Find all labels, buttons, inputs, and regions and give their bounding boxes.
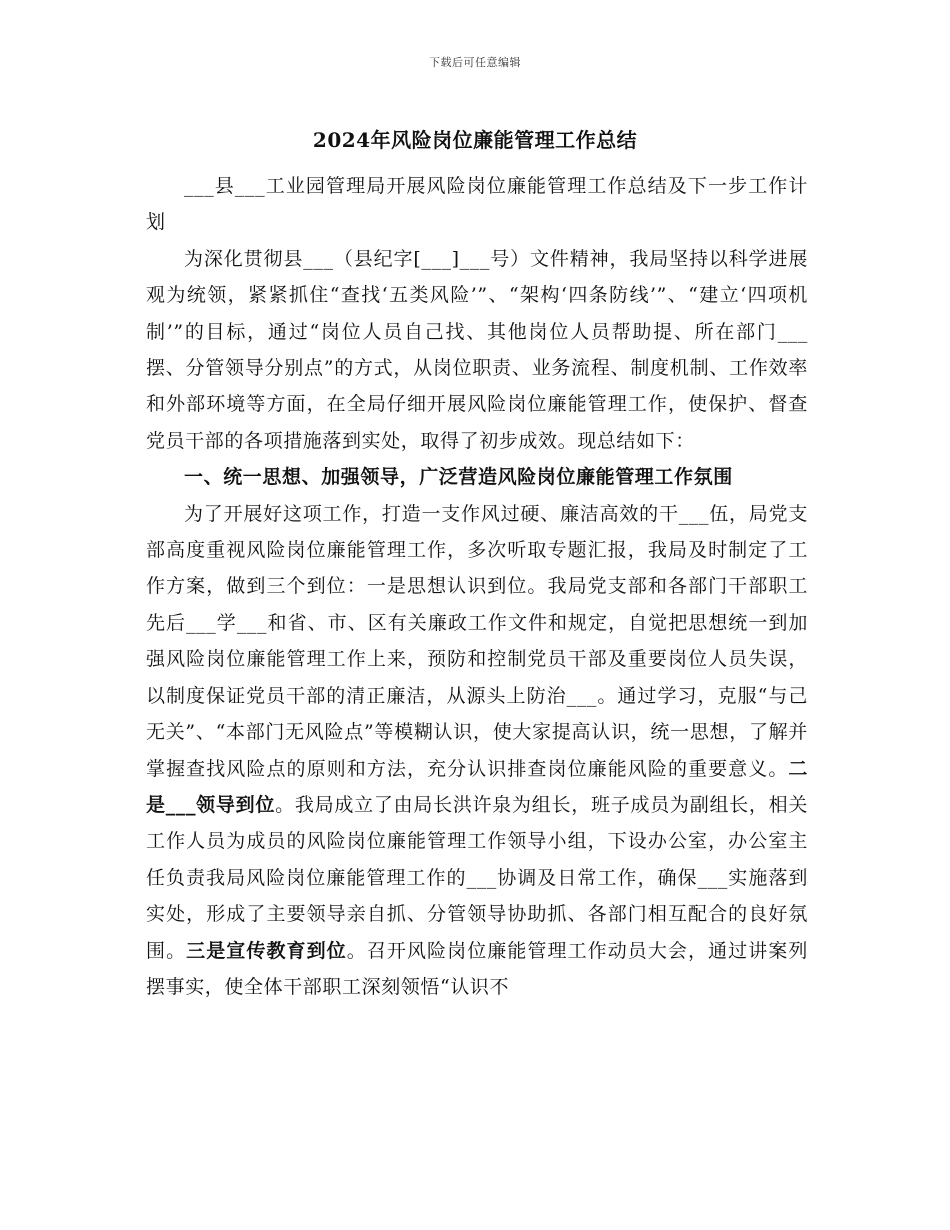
section-1-text-part-3: 。召开风险岗位廉能管理工作动员大会，通过讲案列摆事实，使全体干部职工深刻领悟“认识不 bbox=[146, 939, 808, 998]
section-1-text-part-2: 。我局成立了由局长洪许泉为组长，班子成员为副组长，相关工作人员为成员的风险岗位廉能管理工作领导小组，下设办公室，办公室主任负责我局风险岗位廉能管理工作的___协调及日常工作，确保___实施落到实处，形成了主要领导亲自抓、分管领导协助抓、各部门相互配合的良好氛围。 bbox=[146, 793, 809, 962]
page-header-note: 下载后可任意编辑 bbox=[429, 56, 521, 69]
section-1-bold-point-2: 二是___领导到位 bbox=[146, 757, 808, 816]
section-1-bold-point-3: 三是宣传教育到位 bbox=[186, 939, 347, 962]
section-1-paragraph bbox=[146, 496, 808, 1006]
document-title: 2024年风险岗位廉能管理工作总结 bbox=[312, 128, 638, 152]
document-body bbox=[146, 168, 808, 1005]
intro-paragraph: 为深化贯彻县___（县纪字[___]___号）文件精神，我局坚持以科学进展观为统领，紧紧抓住“查找‘五类风险’”、“架构‘四条防线’”、“建立‘四项机制’”的目标，通过“岗位人员自己找、其他岗位人员帮助提、所在部门___摆、分管领导分别点”的方式，从岗位职责、业务流程、制度机制、工作效率和外部环境等方面，在全局仔细开展风险岗位廉能管理工作，使保护、督查党员干部的各项措施落到实处，取得了初步成效。现总结如下： bbox=[146, 247, 808, 452]
document-subtitle: ___县___工业园管理局开展风险岗位廉能管理工作总结及下一步工作计划 bbox=[146, 175, 808, 234]
section-1-text-part-1: 为了开展好这项工作，打造一支作风过硬、廉洁高效的干___伍，局党支部高度重视风险岗位廉能管理工作，多次听取专题汇报，我局及时制定了工作方案，做到三个到位：一是思想认识到位。我局党支部和各部门干部职工先后___学___和省、市、区有关廉政工作文件和规定，自觉把思想统一到加强风险岗位廉能管理工作上来，预防和控制党员干部及重要岗位人员失误，以制度保证党员干部的清正廉洁，从源头上防治___。通过学习，克服“与己无关”、“本部门无风险点”等模糊认识，使大家提高认识，统一思想，了解并掌握查找风险点的原则和方法，充分认识排查岗位廉能风险的重要意义。 bbox=[146, 502, 808, 780]
section-1-heading: 一、统一思想、加强领导，广泛营造风险岗位廉能管理工作氛围 bbox=[184, 466, 733, 489]
